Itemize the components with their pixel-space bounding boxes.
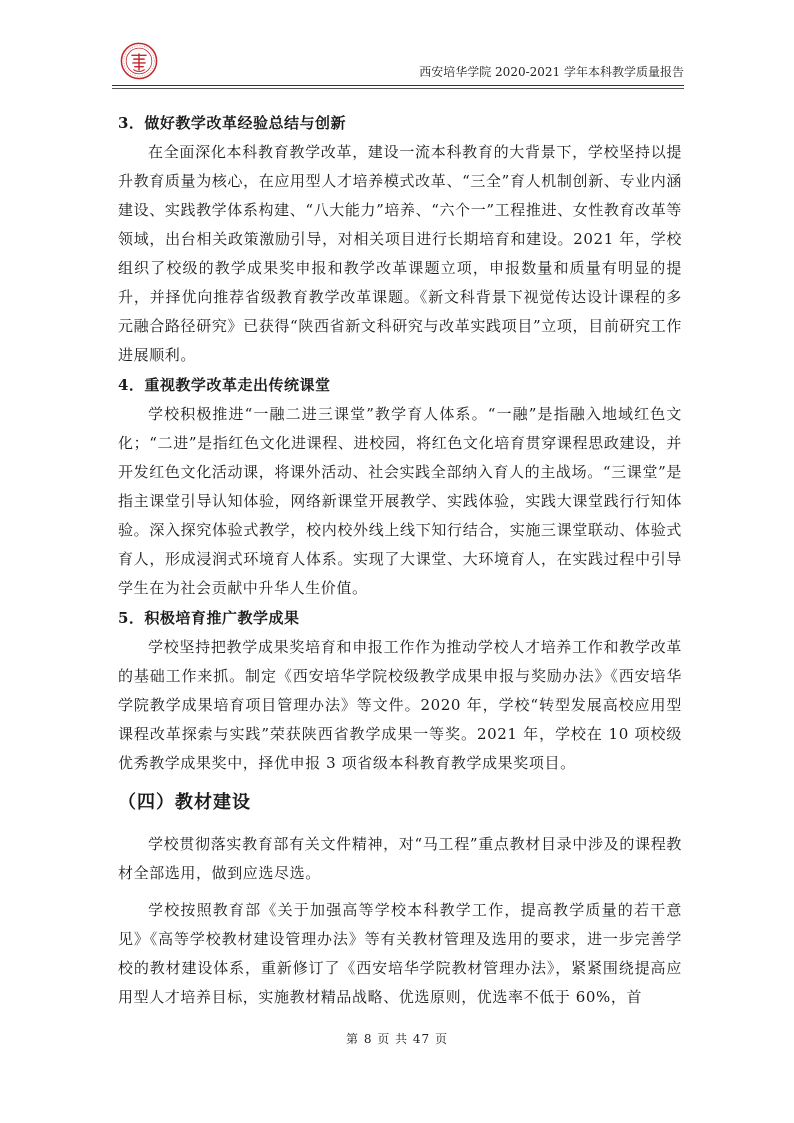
paragraph-gap [118,888,682,896]
header-title: 西安培华学院 2020-2021 学年本科教学质量报告 [419,65,684,79]
section-heading-5: 5．积极培育推广教学成果 [118,609,300,627]
page-body [118,108,682,1012]
section-heading-4: 4．重视教学改革走出传统课堂 [118,376,331,394]
section-4-paragraph: 学校积极推进“一融二进三课堂”教学育人体系。“一融”是指融入地域红色文化；“二进”是指红色文化进课程、进校园，将红色文化培育贯穿课程思政建设，并开发红色文化活动课，将课外活动、社会实践全部纳入育人的主战场。“三课堂”是指主课堂引导认知体验，网络新课堂开展教学、实践体验，实践大课堂践行行知体验。深入探究体验式教学，校内校外线上线下知行结合，实施三课堂联动、体验式育人，形成浸润式环境育人体系。实现了大课堂、大环境育人，在实践过程中引导学生在为社会贡献中升华人生价值。 [118,405,682,597]
university-seal-icon [120,42,158,80]
page-footer: 第 8 页 共 47 页 [346,1032,448,1046]
header-rule-thin [112,88,684,89]
section-heading-3: 3．做好教学改革经验总结与创新 [118,114,346,132]
header-rule [112,85,684,86]
textbook-section-heading: （四）教材建设 [118,792,251,813]
section-3-paragraph: 在全面深化本科教育教学改革，建设一流本科教育的大背景下，学校坚持以提升教育质量为核心，在应用型人才培养模式改革、“三全”育人机制创新、专业内涵建设、实践教学体系构建、“八大能力”培养、“六个一”工程推进、女性教育改革等领域，出台相关政策激励引导，对相关项目进行长期培育和建设。2021 年，学校组织了校级的教学成果奖申报和教学改革课题立项，申报数量和质量有明显的提升，并择优向推荐省级教育教学改革课题。《新文科背景下视觉传达设计课程的多元融合路径研究》已获得“陕西省新文科研究与改革实践项目”立项，目前研究工作进展顺利。 [118,143,682,364]
page-header [112,40,684,86]
textbook-paragraph-1: 学校贯彻落实教育部有关文件精神，对“马工程”重点教材目录中涉及的课程教材全部选用，做到应选尽选。 [118,835,682,882]
textbook-paragraph-2: 学校按照教育部《关于加强高等学校本科教学工作，提高教学质量的若干意见》《高等学校教材建设管理办法》等有关教材管理及选用的要求，进一步完善学校的教材建设体系，重新修订了《西安培华学院教材管理办法》，紧紧围绕提高应用型人才培养目标，实施教材精品战略、优选原则，优选率不低于 60%，首 [118,901,682,1006]
section-5-paragraph: 学校坚持把教学成果奖培育和申报工作作为推动学校人才培养工作和教学改革的基础工作来抓。制定《西安培华学院校级教学成果申报与奖励办法》《西安培华学院教学成果培育项目管理办法》等文件。2020 年，学校“转型发展高校应用型课程改革探索与实践”荣获陕西省教学成果一等奖。2021 年，学校在 10 项校级优秀教学成果奖中，择优申报 3 项省级本科教育教学成果奖项目。 [118,638,682,772]
